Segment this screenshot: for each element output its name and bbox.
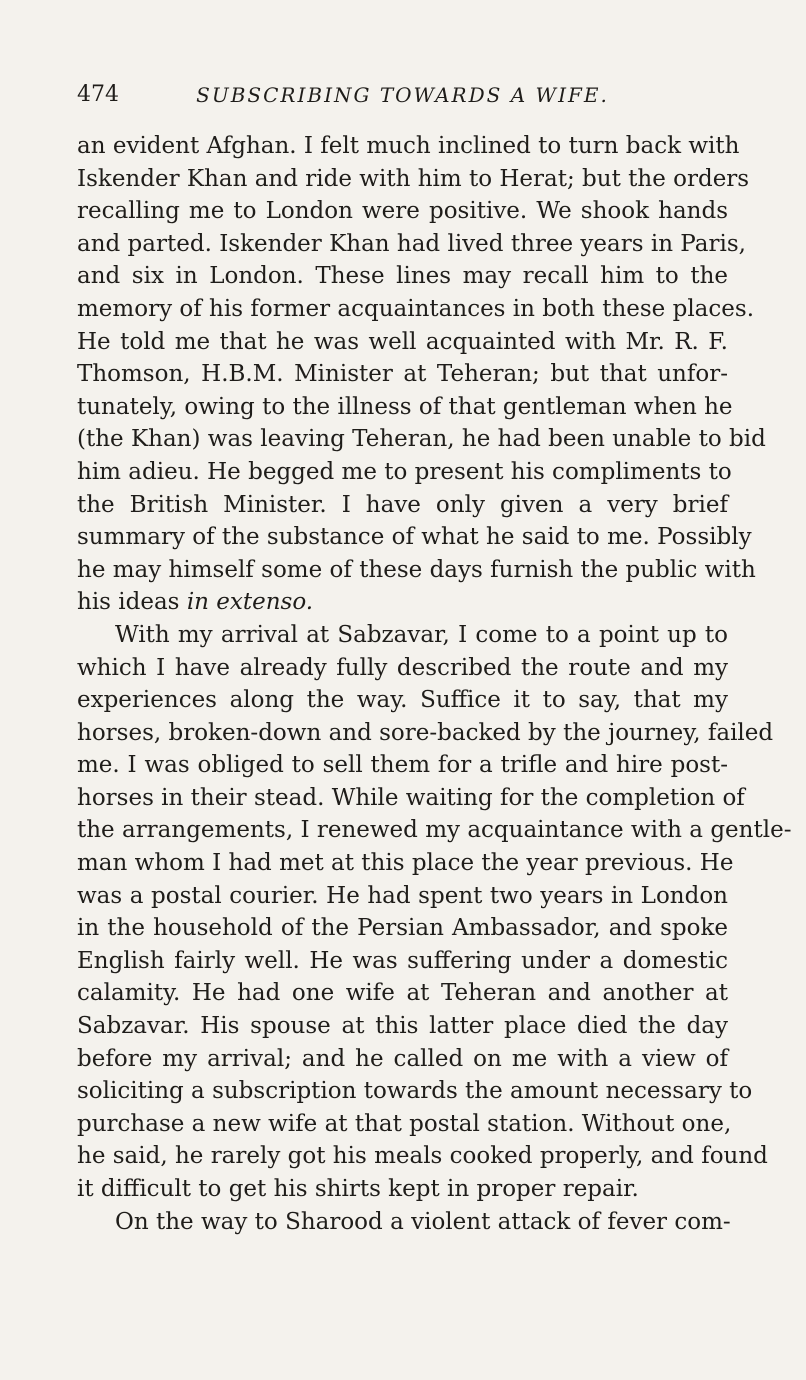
text-line: recalling me to London were positive. We shook hands [77,198,728,225]
text-line-start: his ideas [77,589,180,616]
text-line: before my arrival; and he called on me with a view of [77,1045,728,1072]
page-header [77,78,728,112]
running-title: SUBSCRIBING TOWARDS A WIFE. [196,83,609,107]
text-line: Sabzavar. His spouse at this latter place died the day [77,1013,728,1040]
text-line: he said, he rarely got his meals cooked properly, and found [77,1143,768,1170]
text-line: in the household of the Persian Ambassador, and spoke [77,915,728,942]
text-line: soliciting a subscription towards the amount necessary to [77,1078,753,1105]
text-line: memory of his former acquaintances in both these places. [77,295,755,322]
text-line: it difficult to get his shirts kept in proper repair. [77,1176,639,1202]
text-line: horses, broken-down and sore-backed by the journey, failed [77,719,774,746]
text-line: me. I was obliged to sell them for a trifle and hire post- [77,752,728,779]
text-line: On the way to Sharood a violent attack of fever com- [115,1208,731,1235]
body-text [77,130,792,1238]
text-line: he may himself some of these days furnish the public with [77,556,756,583]
text-line: the British Minister. I have only given a very brief [77,491,728,518]
text-line: and parted. Iskender Khan had lived three years in Paris, [77,230,746,257]
text-line: the arrangements, I renewed my acquaintance with a gentle- [77,817,792,844]
text-line: With my arrival at Sabzavar, I come to a point up to [115,621,728,648]
text-line: tunately, owing to the illness of that gentleman when he [77,393,733,420]
text-line: Thomson, H.B.M. Minister at Teheran; but that unfor- [77,361,728,388]
italic-phrase: in extenso. [186,589,314,616]
text-line: him adieu. He begged me to present his compliments to [77,458,732,485]
text-line: was a postal courier. He had spent two years in London [77,882,728,909]
text-line [77,586,728,619]
text-line: horses in their stead. While waiting for the completion of [77,784,745,811]
text-line: summary of the substance of what he said to me. Possibly [77,524,752,551]
text-line: calamity. He had one wife at Teheran and another at [77,980,728,1007]
text-line: (the Khan) was leaving Teheran, he had been unable to bid [77,426,766,453]
text-line: He told me that he was well acquainted with Mr. R. F. [77,328,728,355]
text-line: an evident Afghan. I felt much inclined to turn back with [77,133,740,159]
text-line: English fairly well. He was suffering under a domestic [77,947,728,974]
text-line: which I have already fully described the route and my [77,654,728,681]
page-number: 474 [77,82,119,107]
text-line: Iskender Khan and ride with him to Herat; but the orders [77,165,750,192]
text-line: man whom I had met at this place the year previous. He [77,850,734,877]
text-line: experiences along the way. Suffice it to say, that my [77,687,728,714]
text-line: purchase a new wife at that postal station. Without one, [77,1110,732,1137]
text-line: and six in London. These lines may recall him to the [77,263,728,290]
